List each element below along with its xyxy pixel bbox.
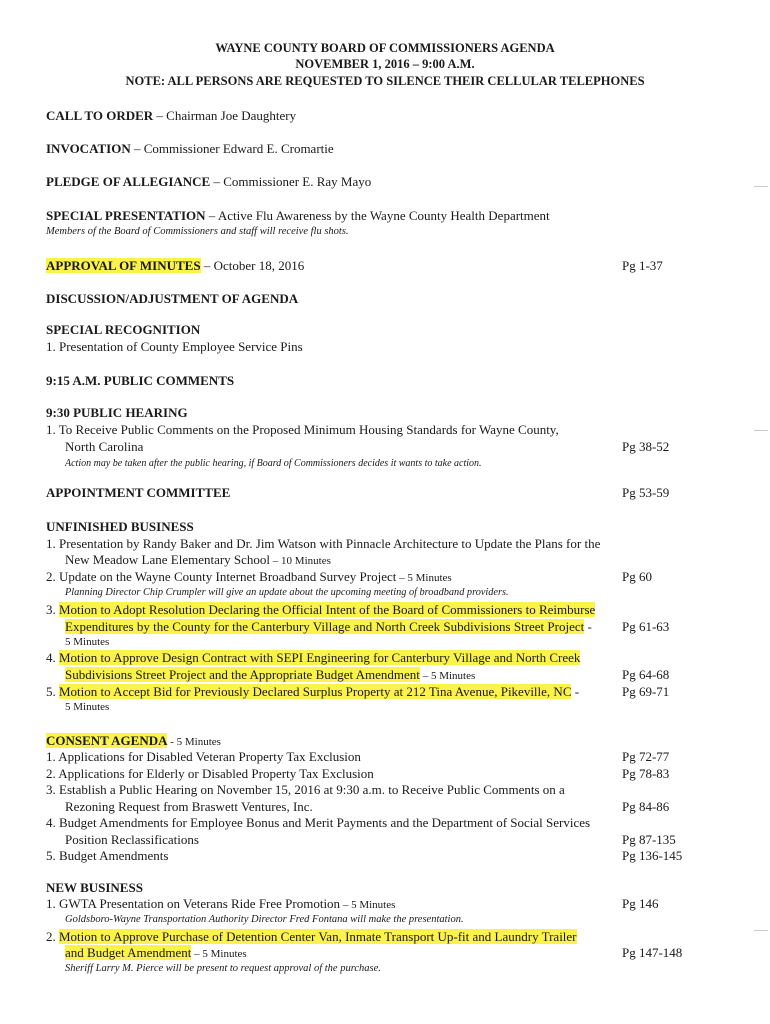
public-hearing-page: Pg 38-52 <box>622 439 670 454</box>
public-hearing-item-line2: North Carolina <box>65 439 144 454</box>
unfinished-item5-time: 5 Minutes <box>65 701 110 713</box>
unfinished-item4-title-cont: Subdivisions Street Project and the Appropriate Budget Amendment <box>65 667 420 682</box>
consent-agenda-label: CONSENT AGENDA <box>46 733 168 748</box>
scan-margin-mark <box>754 186 768 187</box>
invocation-label: INVOCATION <box>46 141 131 156</box>
unfinished-item2-time: – 5 Minutes <box>396 572 452 584</box>
unfinished-item4-page: Pg 64-68 <box>622 667 670 682</box>
appointment-committee: APPOINTMENT COMMITTEE <box>46 485 231 500</box>
call-to-order-text: – Chairman Joe Daughtery <box>153 108 297 123</box>
special-presentation <box>46 208 550 224</box>
unfinished-item4-line2 <box>65 667 475 684</box>
unfinished-item5-page: Pg 69-71 <box>622 684 670 699</box>
unfinished-item2-title: 2. Update on the Wayne County Internet Broadband Survey Project <box>46 569 397 584</box>
consent-item2-page: Pg 78-83 <box>622 766 670 781</box>
consent-item4-page: Pg 87-135 <box>622 832 676 847</box>
public-hearing-label: 9:30 PUBLIC HEARING <box>46 405 188 420</box>
unfinished-item2-page: Pg 60 <box>622 569 652 584</box>
unfinished-item3-page: Pg 61-63 <box>622 619 670 634</box>
new-business-item2-number: 2. <box>46 929 59 944</box>
consent-agenda-time: - 5 Minutes <box>167 736 221 748</box>
consent-item2: 2. Applications for Elderly or Disabled Property Tax Exclusion <box>46 766 374 781</box>
consent-item4-line1: 4. Budget Amendments for Employee Bonus and Merit Payments and the Department of Social Services <box>46 815 591 830</box>
public-comments: 9:15 A.M. PUBLIC COMMENTS <box>46 373 235 388</box>
special-presentation-note: Members of the Board of Commissioners and staff will receive flu shots. <box>46 226 349 237</box>
unfinished-item3-line1 <box>46 602 595 618</box>
new-business-item2-title: Motion to Approve Purchase of Detention Center Van, Inmate Transport Up-fit and Laundry Trailer <box>59 929 577 944</box>
approval-of-minutes-page: Pg 1-37 <box>622 258 663 273</box>
new-business-item1-page: Pg 146 <box>622 896 659 911</box>
new-business-item2-line2 <box>65 945 247 962</box>
public-hearing-item-line1: 1. To Receive Public Comments on the Proposed Minimum Housing Standards for Wayne County, <box>46 422 559 437</box>
consent-item5: 5. Budget Amendments <box>46 848 169 863</box>
consent-item3-page: Pg 84-86 <box>622 799 670 814</box>
unfinished-item4-line1 <box>46 650 580 666</box>
agenda-date: NOVEMBER 1, 2016 – 9:00 A.M. <box>295 57 475 71</box>
unfinished-item2 <box>46 569 452 586</box>
agenda-title: WAYNE COUNTY BOARD OF COMMISSIONERS AGENDA <box>215 41 555 55</box>
unfinished-item4-title: Motion to Approve Design Contract with SEPI Engineering for Canterbury Village and North Creek <box>59 650 581 665</box>
consent-agenda <box>46 733 221 750</box>
consent-item3-line2: Rezoning Request from Braswett Ventures, Inc. <box>65 799 313 814</box>
approval-of-minutes <box>46 258 304 274</box>
scan-margin-mark <box>754 930 768 931</box>
new-business-item1-title: 1. GWTA Presentation on Veterans Ride Free Promotion <box>46 896 341 911</box>
approval-of-minutes-text: – October 18, 2016 <box>200 258 305 273</box>
unfinished-item1-time: – 10 Minutes <box>270 555 331 567</box>
unfinished-item5-title: Motion to Accept Bid for Previously Declared Surplus Property at 212 Tina Avenue, Pikeville, NC <box>59 684 572 699</box>
new-business-item1 <box>46 896 395 913</box>
unfinished-item4-time: – 5 Minutes <box>419 670 476 682</box>
new-business-item2-time: – 5 Minutes <box>191 948 247 960</box>
new-business-label: NEW BUSINESS <box>46 880 143 895</box>
discussion-adjustment: DISCUSSION/ADJUSTMENT OF AGENDA <box>46 291 299 306</box>
unfinished-item5-line1 <box>46 684 579 700</box>
new-business-item2-page: Pg 147-148 <box>622 945 683 960</box>
special-presentation-text: – Active Flu Awareness by the Wayne County Health Department <box>205 208 550 223</box>
unfinished-item5-dash: - <box>571 684 580 699</box>
unfinished-item3-title-cont: Expenditures by the County for the Canterbury Village and North Creek Subdivisions Street Project <box>65 619 585 634</box>
appointment-committee-page: Pg 53-59 <box>622 485 670 500</box>
consent-item4-line2: Position Reclassifications <box>65 832 199 847</box>
unfinished-item1-title: New Meadow Lane Elementary School <box>65 552 271 567</box>
unfinished-item1-line2 <box>65 552 331 569</box>
special-recognition-label: SPECIAL RECOGNITION <box>46 322 201 337</box>
unfinished-item5-number: 5. <box>46 684 59 699</box>
approval-of-minutes-label: APPROVAL OF MINUTES <box>46 258 201 273</box>
consent-item3-line1: 3. Establish a Public Hearing on November 15, 2016 at 9:30 a.m. to Receive Public Comments on a <box>46 782 565 797</box>
pledge-text: – Commissioner E. Ray Mayo <box>210 174 372 189</box>
consent-item5-page: Pg 136-145 <box>622 848 683 863</box>
unfinished-item3-dash: - <box>584 619 592 634</box>
invocation <box>46 141 334 157</box>
new-business-item2-line1 <box>46 929 577 945</box>
unfinished-business-label: UNFINISHED BUSINESS <box>46 519 194 534</box>
pledge <box>46 174 371 190</box>
call-to-order-label: CALL TO ORDER <box>46 108 154 123</box>
call-to-order <box>46 108 296 124</box>
new-business-item1-note: Goldsboro-Wayne Transportation Authority Director Fred Fontana will make the presentation. <box>65 914 464 925</box>
unfinished-item3-title: Motion to Adopt Resolution Declaring the Official Intent of the Board of Commissioners to Reimburse <box>59 602 596 617</box>
unfinished-item4-number: 4. <box>46 650 59 665</box>
new-business-item1-time: – 5 Minutes <box>340 899 396 911</box>
unfinished-item3-line2 <box>65 619 592 635</box>
consent-item1: 1. Applications for Disabled Veteran Property Tax Exclusion <box>46 749 361 764</box>
unfinished-item1-line1: 1. Presentation by Randy Baker and Dr. Jim Watson with Pinnacle Architecture to Update the Plans for the <box>46 536 601 551</box>
public-hearing-note: Action may be taken after the public hearing, if Board of Commissioners decides it wants to take action. <box>65 458 482 469</box>
unfinished-item3-time: 5 Minutes <box>65 636 110 648</box>
special-presentation-label: SPECIAL PRESENTATION <box>46 208 206 223</box>
special-recognition-item: 1. Presentation of County Employee Service Pins <box>46 339 303 354</box>
pledge-label: PLEDGE OF ALLEGIANCE <box>46 174 211 189</box>
scan-margin-mark <box>754 430 768 431</box>
consent-item1-page: Pg 72-77 <box>622 749 670 764</box>
unfinished-item2-note: Planning Director Chip Crumpler will give an update about the upcoming meeting of broadband providers. <box>65 587 509 598</box>
invocation-text: – Commissioner Edward E. Cromartie <box>130 141 334 156</box>
new-business-item2-note: Sheriff Larry M. Pierce will be present to request approval of the purchase. <box>65 963 381 974</box>
unfinished-item3-number: 3. <box>46 602 59 617</box>
new-business-item2-title-cont: and Budget Amendment <box>65 945 192 960</box>
cell-phone-note: NOTE: ALL PERSONS ARE REQUESTED TO SILENCE THEIR CELLULAR TELEPHONES <box>125 74 645 88</box>
